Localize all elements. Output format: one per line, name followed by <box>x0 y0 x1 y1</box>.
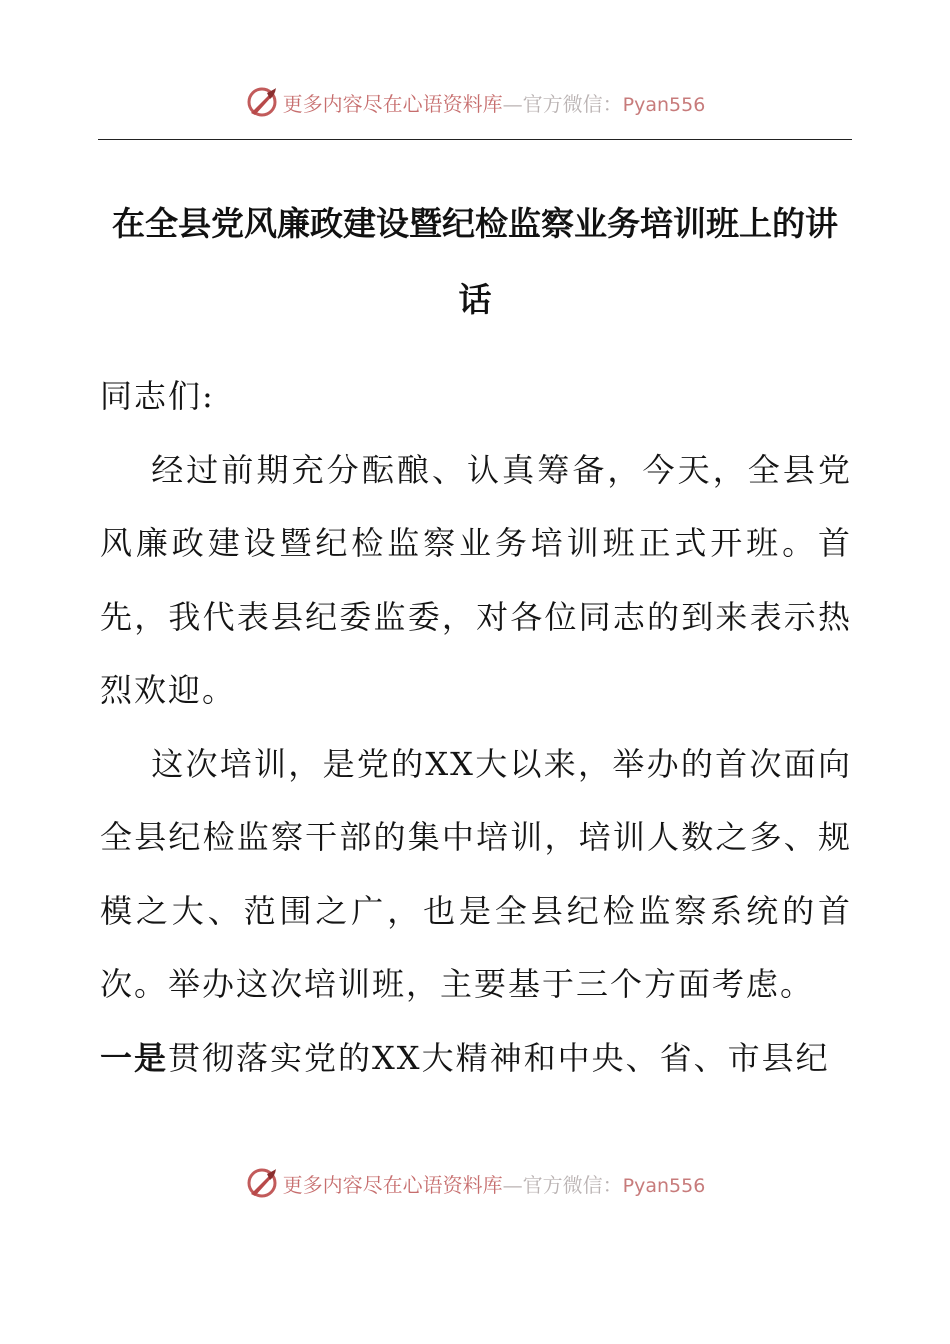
quill-pen-logo-icon <box>245 85 279 119</box>
watermark-separator: — <box>502 1172 523 1197</box>
paragraph-opening: 经过前期充分酝酿、认真筹备，今天，全县党风廉政建设暨纪检监察业务培训班正式开班。首先，我代表县纪委监委，对各位同志的到来表示热烈欢迎。 <box>100 450 852 709</box>
header-divider <box>98 139 852 140</box>
paragraph-first-point <box>100 1022 852 1096</box>
watermark-wechat-label: 官方微信： <box>522 1172 623 1197</box>
watermark-wechat-id: Pyan556 <box>622 1174 706 1197</box>
document-body <box>100 360 852 1095</box>
watermark-text <box>283 88 706 117</box>
first-point-text: 贯彻落实党的XX大精神和中央、省、市县纪 <box>168 1038 830 1077</box>
paragraph-training: 这次培训，是党的XX大以来，举办的首次面向全县纪检监察干部的集中培训，培训人数之多、规模之大、范围之广，也是全县纪检监察系统的首次。举办这次培训班，主要基于三个方面考虑。 <box>100 744 852 1003</box>
watermark-wechat-id: Pyan556 <box>622 93 706 116</box>
document-title: 在全县党风廉政建设暨纪检监察业务培训班上的讲话 <box>112 204 838 319</box>
watermark-wechat-label: 官方微信： <box>522 91 623 116</box>
watermark-brand: 更多内容尽在心语资料库 <box>282 91 503 116</box>
first-point-lead: 一是 <box>100 1038 169 1077</box>
salutation: 同志们: <box>100 377 215 415</box>
footer-watermark <box>0 1163 950 1203</box>
watermark-text <box>283 1169 706 1198</box>
watermark-separator: — <box>502 91 523 116</box>
watermark-brand: 更多内容尽在心语资料库 <box>282 1172 503 1197</box>
header-watermark <box>0 82 950 122</box>
quill-pen-logo-icon <box>245 1166 279 1200</box>
